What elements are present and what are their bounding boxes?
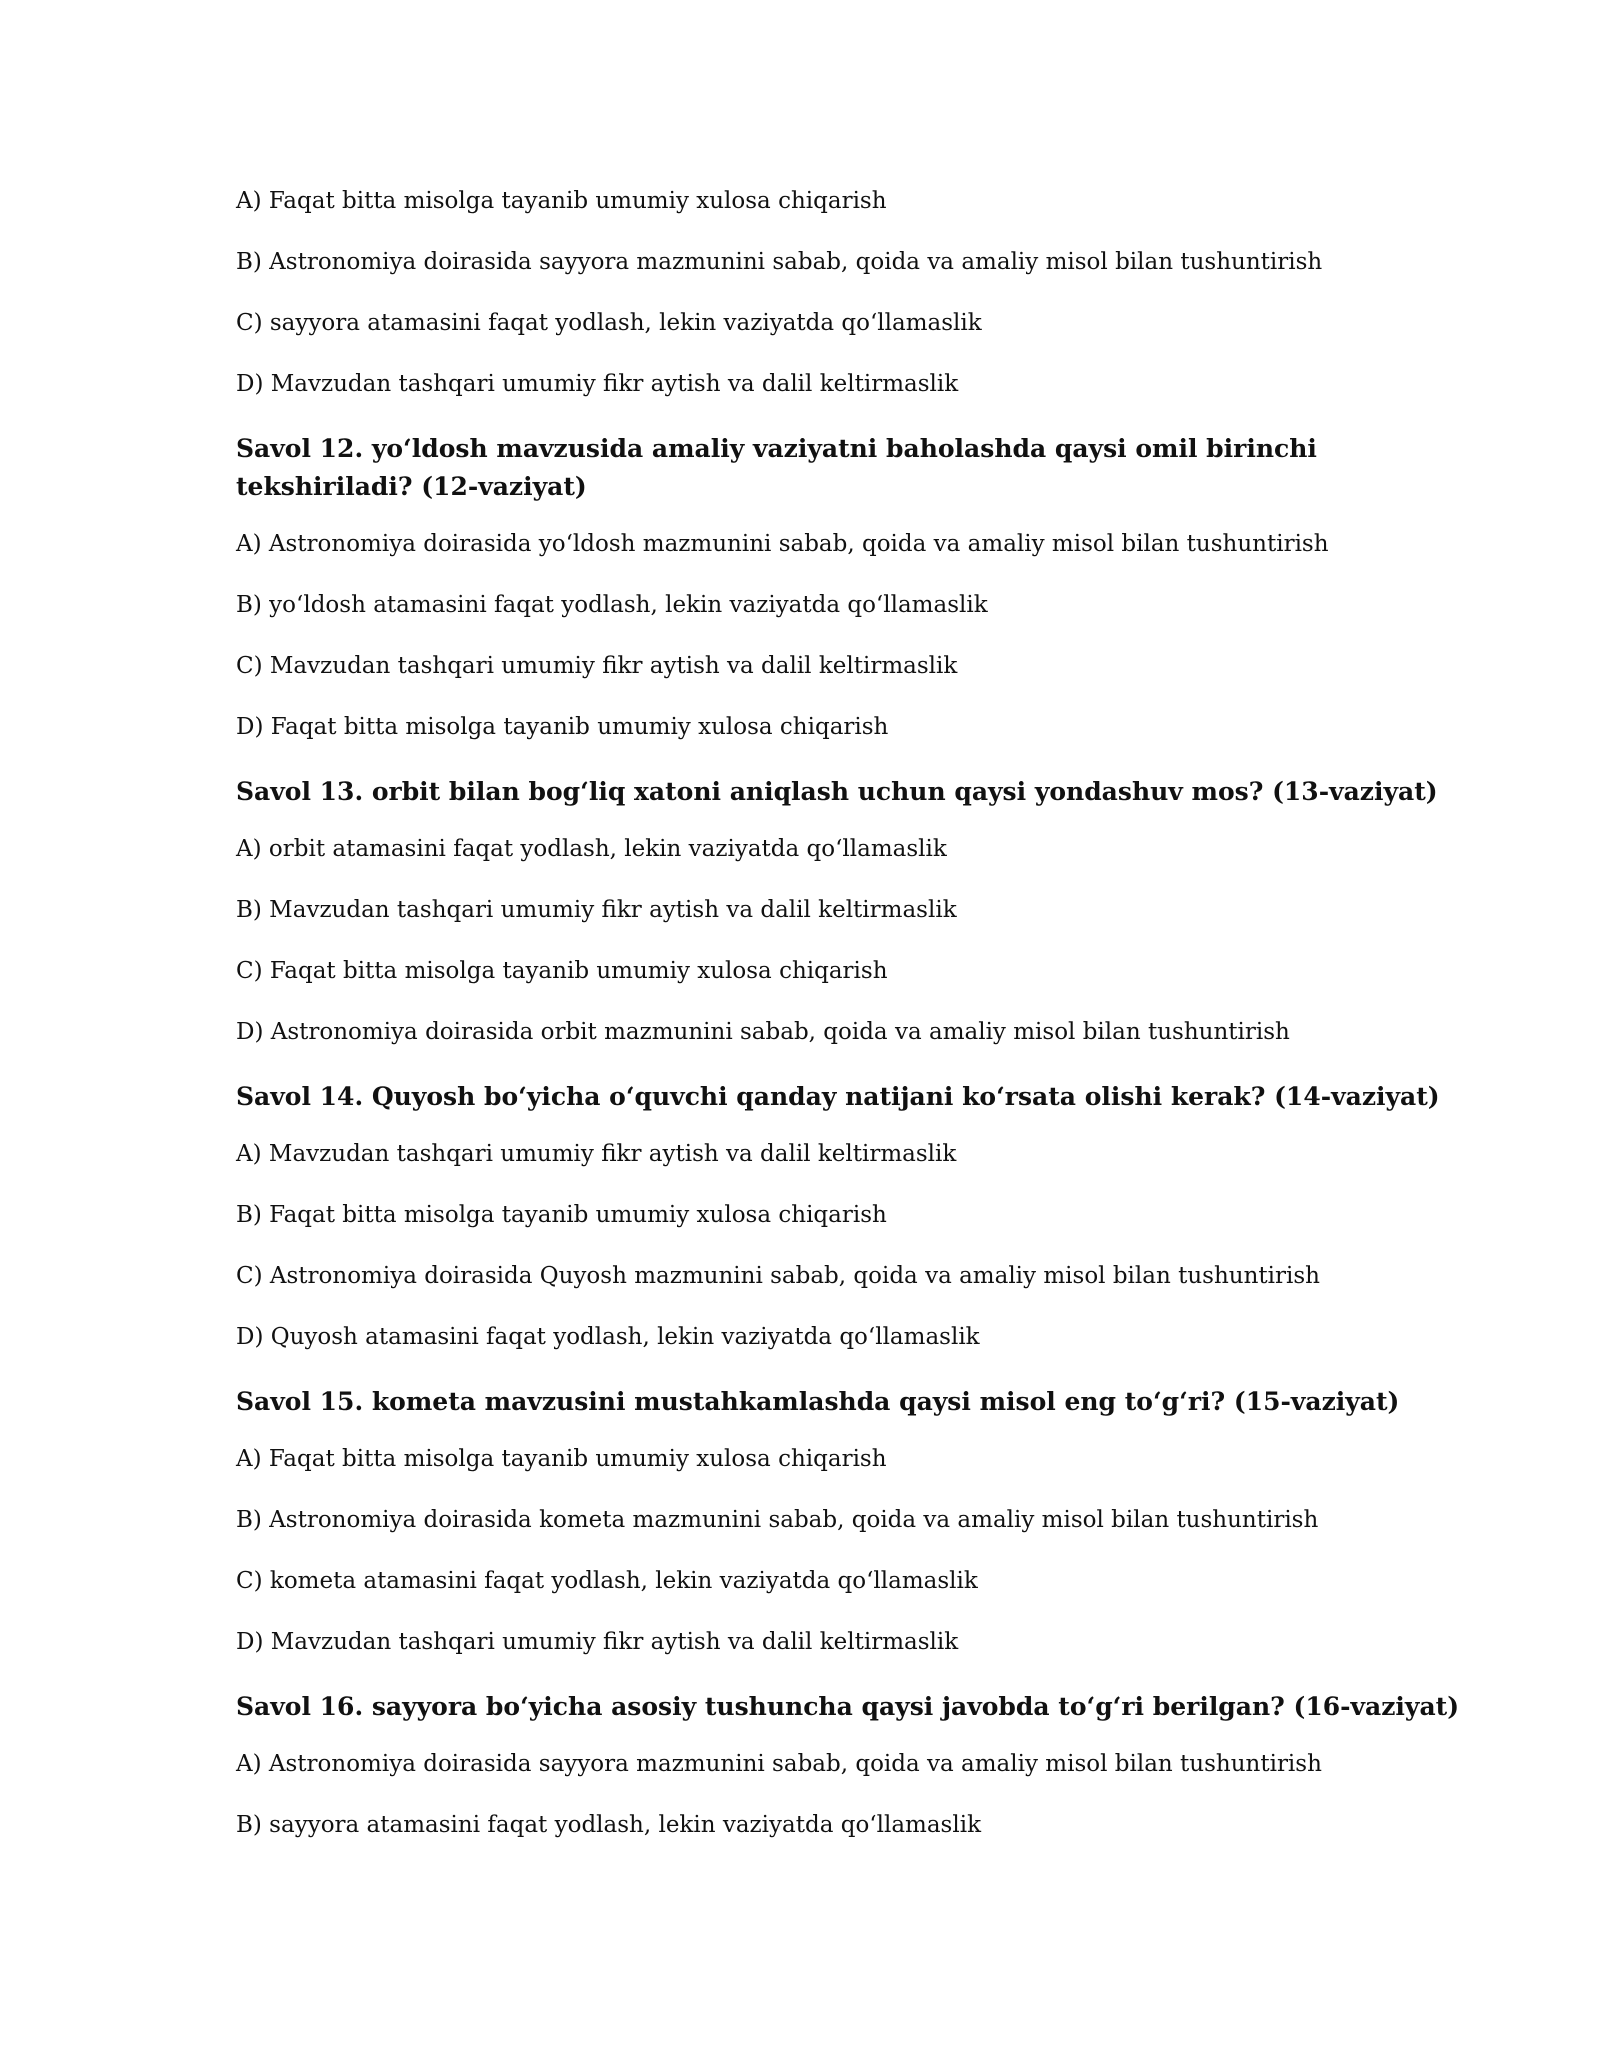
- answer-option: D) Mavzudan tashqari umumiy fikr aytish va dalil keltirmaslik: [236, 1629, 959, 1655]
- answer-option: A) Astronomiya doirasida yo‘ldosh mazmunini sabab, qoida va amaliy misol bilan tushuntirish: [236, 531, 1329, 557]
- answer-option: B) Astronomiya doirasida kometa mazmunini sabab, qoida va amaliy misol bilan tushuntirish: [236, 1507, 1319, 1533]
- answer-option: B) Astronomiya doirasida sayyora mazmunini sabab, qoida va amaliy misol bilan tushuntirish: [236, 249, 1323, 275]
- answer-option: B) yo‘ldosh atamasini faqat yodlash, lekin vaziyatda qo‘llamaslik: [236, 592, 988, 618]
- answer-option: A) Faqat bitta misolga tayanib umumiy xulosa chiqarish: [236, 188, 887, 214]
- answer-option: A) Mavzudan tashqari umumiy fikr aytish va dalil keltirmaslik: [236, 1141, 957, 1167]
- question-heading: Savol 14. Quyosh bo‘yicha o‘quvchi qanday natijani ko‘rsata olishi kerak? (14-vaziyat): [236, 1082, 1440, 1111]
- answer-option: B) sayyora atamasini faqat yodlash, lekin vaziyatda qo‘llamaslik: [236, 1812, 982, 1838]
- question-heading: Savol 13. orbit bilan bog‘liq xatoni aniqlash uchun qaysi yondashuv mos? (13-vaziyat): [236, 777, 1438, 806]
- answer-option: C) Mavzudan tashqari umumiy fikr aytish va dalil keltirmaslik: [236, 653, 958, 679]
- answer-option: D) Quyosh atamasini faqat yodlash, lekin vaziyatda qo‘llamaslik: [236, 1324, 980, 1350]
- answer-option: C) Faqat bitta misolga tayanib umumiy xulosa chiqarish: [236, 958, 888, 984]
- answer-option: D) Mavzudan tashqari umumiy fikr aytish va dalil keltirmaslik: [236, 371, 959, 397]
- answer-option: A) Astronomiya doirasida sayyora mazmunini sabab, qoida va amaliy misol bilan tushuntirish: [236, 1751, 1322, 1777]
- document-page: [236, 186, 1460, 1871]
- answer-option: A) orbit atamasini faqat yodlash, lekin vaziyatda qo‘llamaslik: [236, 836, 947, 862]
- answer-option: B) Faqat bitta misolga tayanib umumiy xulosa chiqarish: [236, 1202, 887, 1228]
- answer-option: C) sayyora atamasini faqat yodlash, lekin vaziyatda qo‘llamaslik: [236, 310, 982, 336]
- question-heading: Savol 15. kometa mavzusini mustahkamlashda qaysi misol eng to‘g‘ri? (15-vaziyat): [236, 1387, 1400, 1416]
- answer-option: C) kometa atamasini faqat yodlash, lekin vaziyatda qo‘llamaslik: [236, 1568, 978, 1594]
- answer-option: A) Faqat bitta misolga tayanib umumiy xulosa chiqarish: [236, 1446, 887, 1472]
- answer-option: D) Faqat bitta misolga tayanib umumiy xulosa chiqarish: [236, 714, 889, 740]
- question-heading: Savol 16. sayyora bo‘yicha asosiy tushuncha qaysi javobda to‘g‘ri berilgan? (16-vaziyat): [236, 1692, 1460, 1721]
- answer-option: D) Astronomiya doirasida orbit mazmunini sabab, qoida va amaliy misol bilan tushuntirish: [236, 1019, 1290, 1045]
- answer-option: C) Astronomiya doirasida Quyosh mazmunini sabab, qoida va amaliy misol bilan tushuntirish: [236, 1263, 1320, 1289]
- answer-option: B) Mavzudan tashqari umumiy fikr aytish va dalil keltirmaslik: [236, 897, 957, 923]
- question-heading: Savol 12. yo‘ldosh mavzusida amaliy vaziyatni baholashda qaysi omil birinchi tekshiriladi? (12-vaziyat): [236, 434, 1317, 501]
